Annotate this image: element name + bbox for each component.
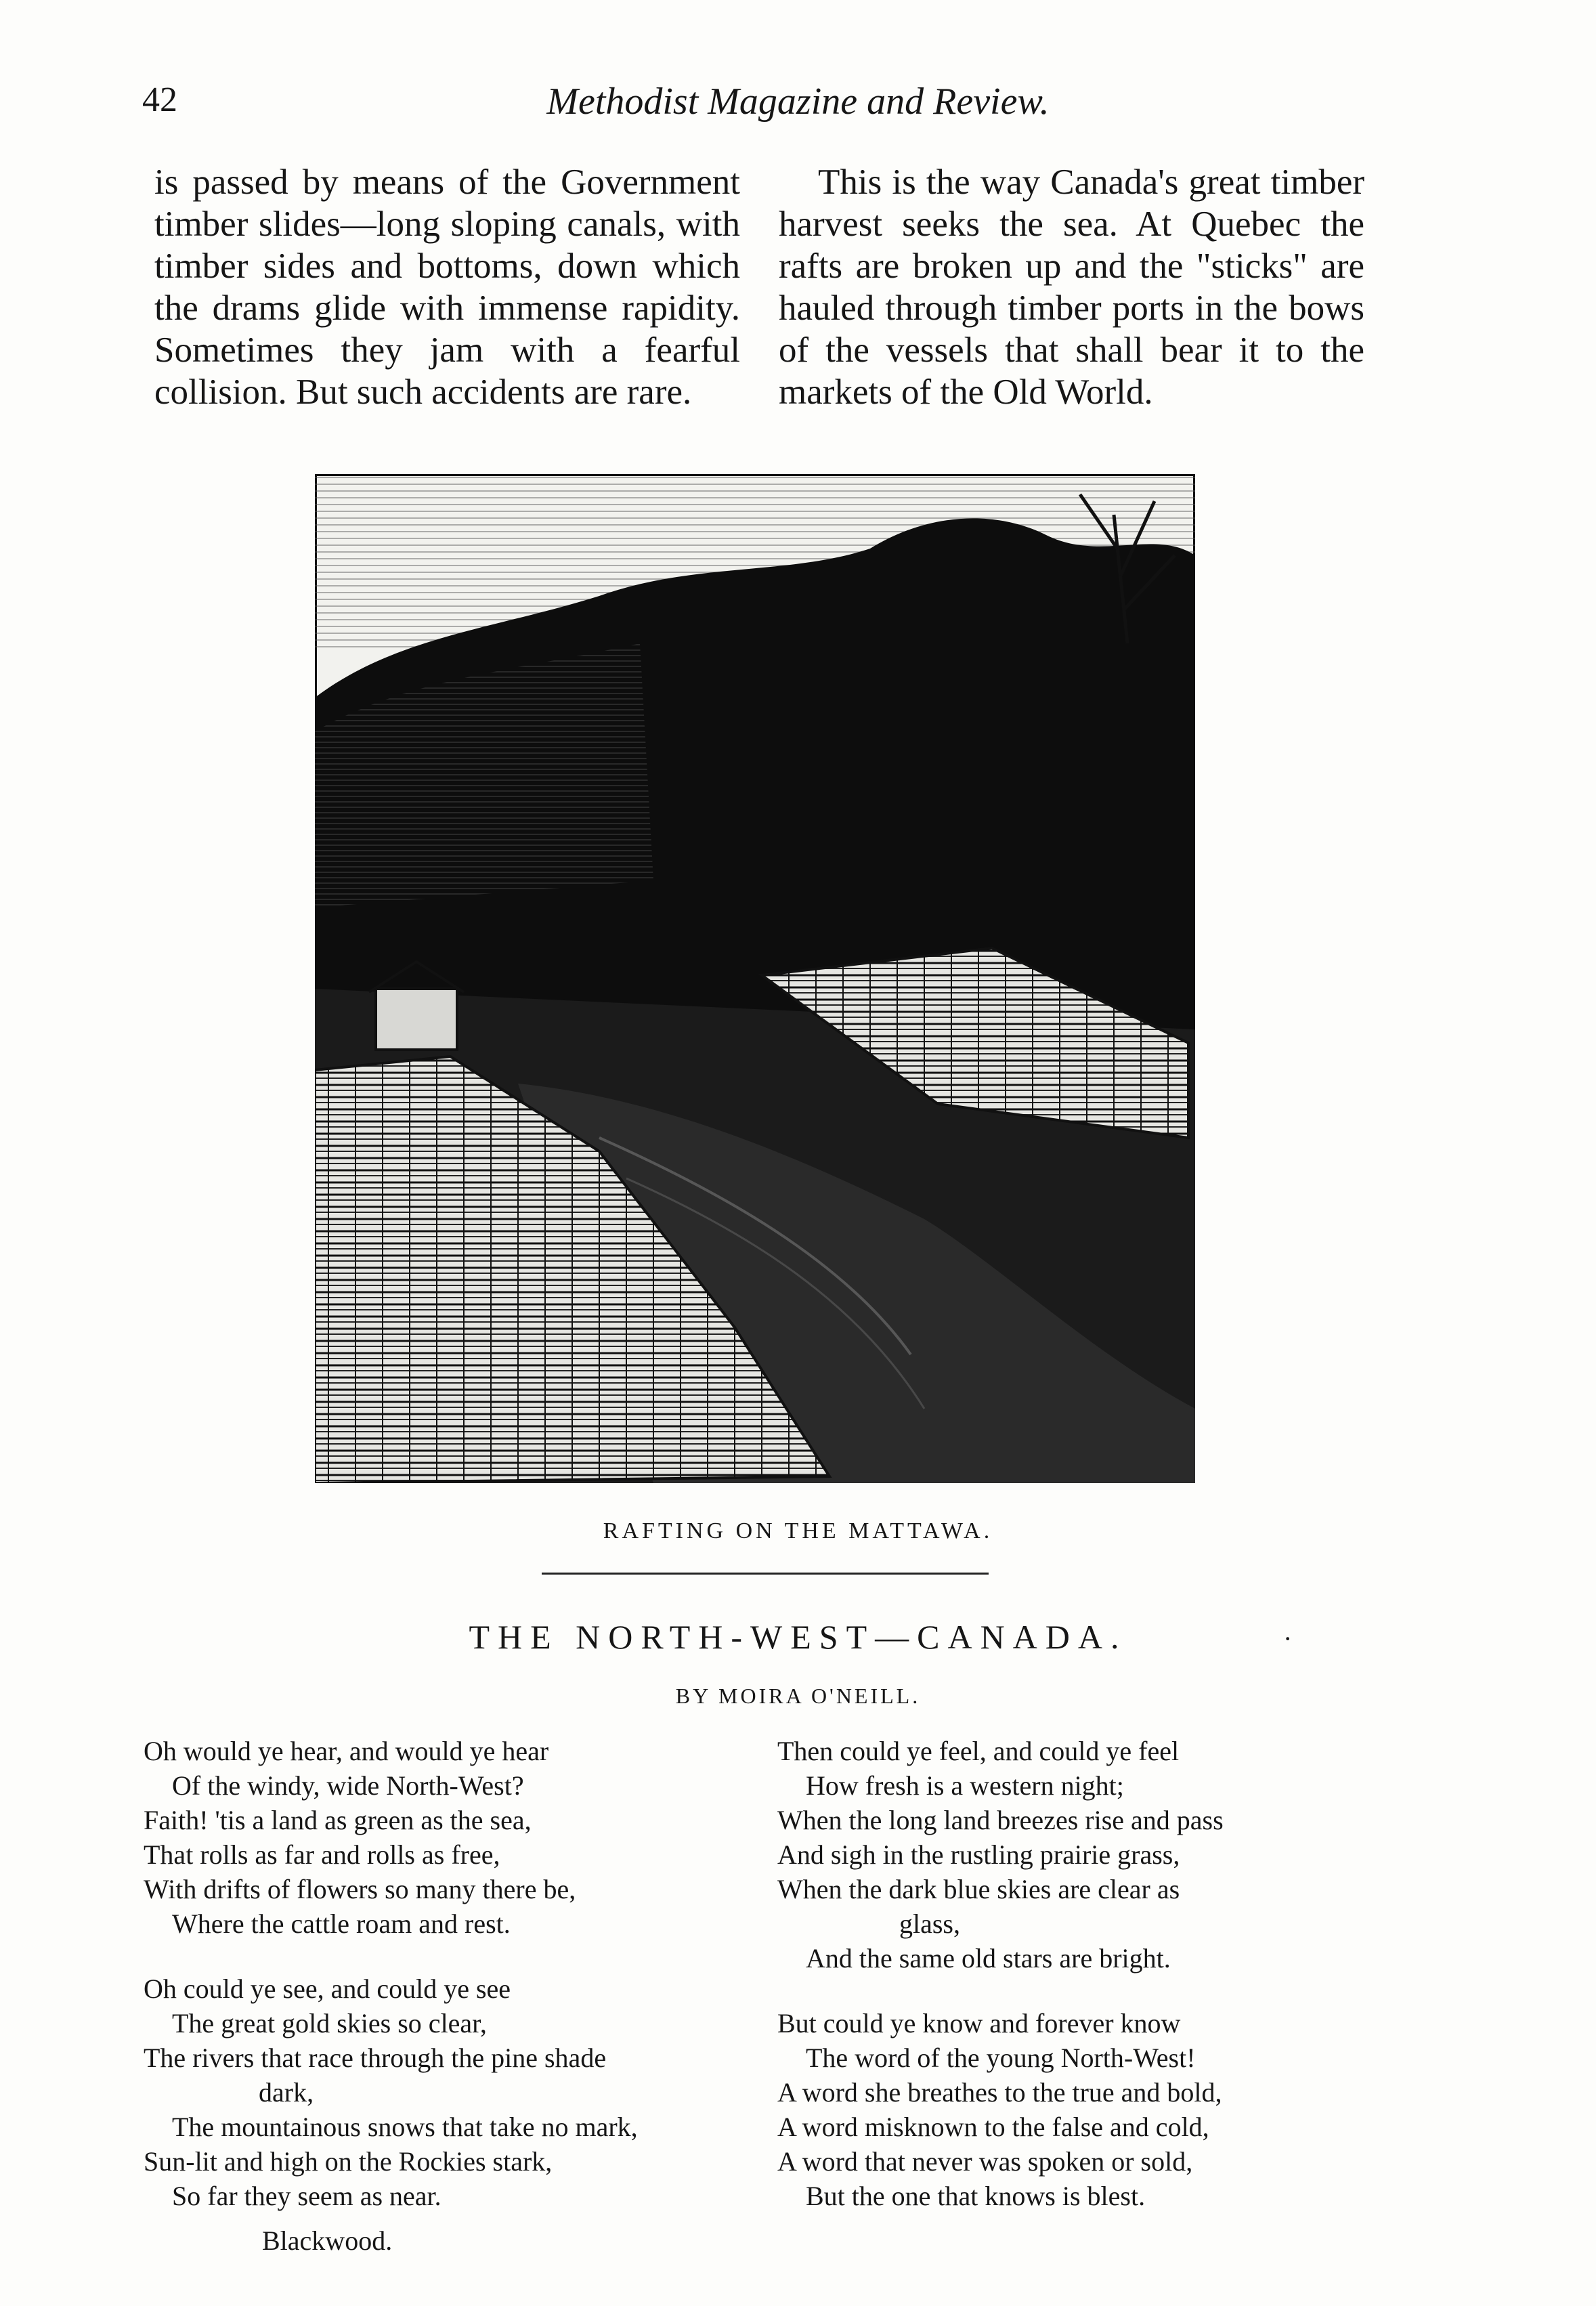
poem-line: Oh would ye hear, and would ye hear [144, 1736, 549, 1766]
poem-byline: BY MOIRA O'NEILL. [675, 1684, 921, 1708]
stray-dot: · [1283, 1623, 1293, 1654]
stanza [777, 1734, 1407, 1976]
poem-line: When the long land breezes rise and pass [777, 1805, 1224, 1835]
poem-line: dark, [259, 2077, 314, 2108]
poem-line: But could ye know and forever know [777, 2008, 1181, 2038]
poem-title: THE NORTH-WEST—CANADA. [469, 1618, 1127, 1656]
poem-line: And the same old stars are bright. [806, 1943, 1171, 1973]
poem-line: The great gold skies so clear, [172, 2008, 487, 2038]
poem-line: A word that never was spoken or sold, [777, 2146, 1193, 2177]
raft-shanty [376, 989, 457, 1050]
poem-line: So far they seem as near. [172, 2181, 441, 2211]
poem-line: Where the cattle roam and rest. [172, 1908, 511, 1939]
poem-credit: Blackwood. [262, 2225, 393, 2256]
stanza [777, 2006, 1407, 2213]
poem-line: With drifts of flowers so many there be, [144, 1874, 576, 1904]
rafting-engraving [315, 474, 1195, 1483]
poem-line: A word she breathes to the true and bold, [777, 2077, 1222, 2108]
prose-paragraph: is passed by means of the Government timber slides—long sloping canals, with timber sides and bottoms, down which the drams glide with immense rapidity. Sometimes they jam with a fearful collision. But such accidents are rare. [154, 163, 740, 412]
poem-line: When the dark blue skies are clear as [777, 1874, 1180, 1904]
poem-line: Sun-lit and high on the Rockies stark, [144, 2146, 553, 2177]
poem-line: A word misknown to the false and cold, [777, 2112, 1209, 2142]
poem-line: glass, [899, 1908, 960, 1939]
poem-line: How fresh is a western night; [806, 1770, 1124, 1801]
stanza [144, 1971, 753, 2213]
poem-column-left [144, 1734, 753, 2258]
prose-paragraph: This is the way Canada's great timber harvest seeks the sea. At Quebec the rafts are broken up and the "sticks" are hauled through timber ports in the bows of the vessels that shall bear it to the markets of the Old World. [779, 163, 1364, 412]
poem-line: Oh could ye see, and could ye see [144, 1973, 511, 2004]
poem-line: But the one that knows is blest. [806, 2181, 1146, 2211]
illustration-caption: RAFTING ON THE MATTAWA. [603, 1518, 993, 1543]
page-number: 42 [142, 81, 177, 119]
stanza [144, 1734, 753, 1941]
poem-line: Faith! 'tis a land as green as the sea, [144, 1805, 532, 1835]
poem-column-right [777, 1734, 1407, 2244]
poem-line: The mountainous snows that take no mark, [172, 2112, 638, 2142]
poem-line: That rolls as far and rolls as free, [144, 1839, 500, 1870]
prose-column-right [779, 161, 1364, 413]
poem-line: The word of the young North-West! [806, 2043, 1196, 2073]
poem-line: Then could ye feel, and could ye feel [777, 1736, 1180, 1766]
running-title: Methodist Magazine and Review. [546, 81, 1050, 123]
section-rule [542, 1573, 989, 1575]
poem-line: And sigh in the rustling prairie grass, [777, 1839, 1180, 1870]
poem-line: The rivers that race through the pine shade [144, 2043, 607, 2073]
prose-column-left [154, 161, 740, 413]
poem-line: Of the windy, wide North-West? [172, 1770, 524, 1801]
